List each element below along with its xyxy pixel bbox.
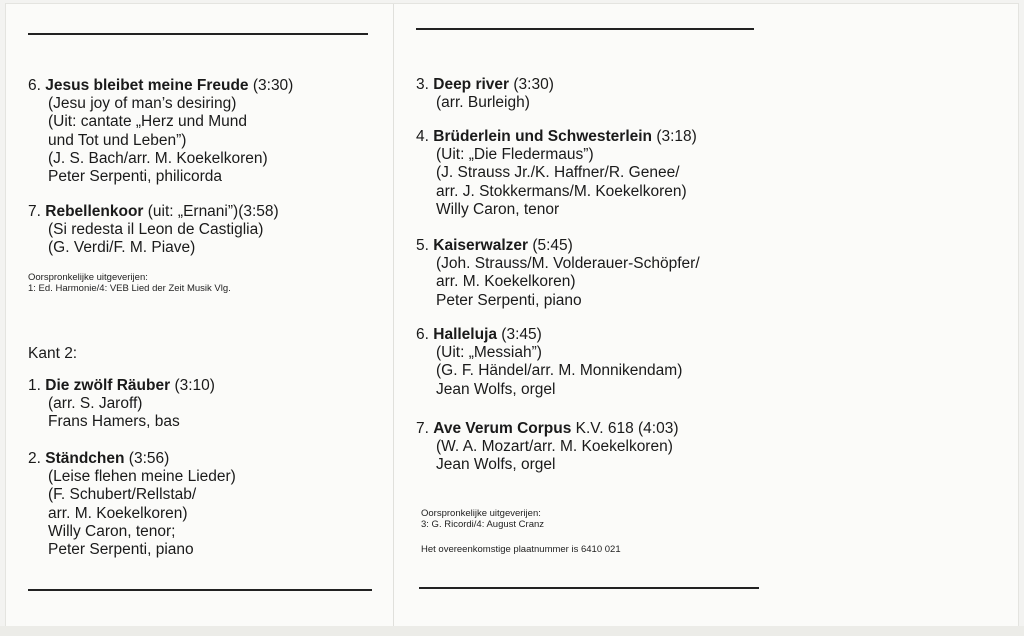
track-number: 7. <box>28 203 41 220</box>
track-title: Ständchen <box>45 450 125 467</box>
track-detail: arr. M. Koekelkoren) <box>436 273 576 291</box>
scan-edge <box>0 626 1024 636</box>
track-title: Die zwölf Räuber <box>45 377 171 394</box>
track-detail: (Si redesta il Leon de Castiglia) <box>48 221 264 239</box>
track-right-6 <box>416 326 682 399</box>
track-number: 2. <box>28 450 41 467</box>
track-detail: (G. F. Händel/arr. M. Monnikendam) <box>436 362 683 380</box>
track-left-7 <box>28 203 279 258</box>
track-number: 3. <box>416 76 429 93</box>
publishers-left: 1: Ed. Harmonie/4: VEB Lied der Zeit Musik Vlg. <box>28 283 231 294</box>
track-detail: (Uit: „Messiah”) <box>436 344 542 362</box>
right-bottom-rule <box>419 587 759 589</box>
track-detail: Jean Wolfs, orgel <box>436 380 556 398</box>
track-time: (3:30) <box>509 76 554 93</box>
track-time: (3:18) <box>652 128 697 145</box>
track-detail: Peter Serpenti, piano <box>436 291 582 309</box>
track-left-6 <box>28 77 293 186</box>
track-detail: (arr. S. Jaroff) <box>48 395 143 413</box>
track-detail: (arr. Burleigh) <box>436 94 530 112</box>
track-time: (3:10) <box>170 377 215 394</box>
track-number: 7. <box>416 420 429 437</box>
track-right-5 <box>416 237 700 310</box>
track-title: Halleluja <box>433 326 497 343</box>
track-detail: (W. A. Mozart/arr. M. Koekelkoren) <box>436 438 673 456</box>
track-detail: arr. M. Koekelkoren) <box>48 504 188 522</box>
track-side2-1 <box>28 377 215 432</box>
left-bottom-rule <box>28 589 372 591</box>
track-detail: (J. Strauss Jr./K. Haffner/R. Genee/ <box>436 164 680 182</box>
track-time: (uit: „Ernani”)(3:58) <box>143 203 279 220</box>
track-title: Rebellenkoor <box>45 203 144 220</box>
publishers-right: 3: G. Ricordi/4: August Cranz <box>421 519 545 530</box>
track-detail: Willy Caron, tenor <box>436 200 560 218</box>
track-number: 5. <box>416 237 429 254</box>
track-detail: (Jesu joy of man’s desiring) <box>48 95 237 113</box>
track-time: (3:56) <box>124 450 170 467</box>
publishers-label-left: Oorspronkelijke uitgeverijen: <box>28 272 148 283</box>
track-title: Brüderlein und Schwesterlein <box>433 128 653 145</box>
right-top-rule <box>416 28 754 30</box>
track-time: (5:45) <box>528 237 573 254</box>
track-detail: (J. S. Bach/arr. M. Koekelkoren) <box>48 149 268 167</box>
track-time: (3:30) <box>248 77 294 94</box>
track-right-7 <box>416 420 679 475</box>
track-title: Jesus bleibet meine Freude <box>45 77 249 94</box>
track-right-4 <box>416 128 697 219</box>
track-detail: und Tot und Leben”) <box>48 131 187 149</box>
catalog-number: Het overeenkomstige plaatnummer is 6410 021 <box>421 544 621 555</box>
track-detail: (F. Schubert/Rellstab/ <box>48 486 197 504</box>
track-time: (3:45) <box>497 326 542 343</box>
track-detail: Jean Wolfs, orgel <box>436 456 556 474</box>
track-detail: (G. Verdi/F. M. Piave) <box>48 239 196 257</box>
track-title: Ave Verum Corpus <box>433 420 572 437</box>
track-detail: Peter Serpenti, philicorda <box>48 168 223 186</box>
track-time: K.V. 618 (4:03) <box>571 420 679 437</box>
track-title: Kaiserwalzer <box>433 237 529 254</box>
publishers-label-right: Oorspronkelijke uitgeverijen: <box>421 508 541 519</box>
track-number: 6. <box>416 326 429 343</box>
track-detail: (Uit: „Die Fledermaus”) <box>436 146 594 164</box>
track-number: 4. <box>416 128 429 145</box>
track-detail: Willy Caron, tenor; <box>48 522 176 540</box>
track-detail: Peter Serpenti, piano <box>48 541 194 559</box>
track-number: 1. <box>28 377 41 394</box>
track-number: 6. <box>28 77 41 94</box>
side-label: Kant 2: <box>28 345 78 362</box>
track-detail: (Leise flehen meine Lieder) <box>48 468 236 486</box>
track-side2-2 <box>28 450 236 559</box>
track-detail: arr. J. Stokkermans/M. Koekelkoren) <box>436 182 687 200</box>
fold-line <box>393 4 394 626</box>
track-detail: Frans Hamers, bas <box>48 413 180 431</box>
track-title: Deep river <box>433 76 510 93</box>
track-detail: (Joh. Strauss/M. Volderauer-Schöpfer/ <box>436 255 700 273</box>
track-detail: (Uit: cantate „Herz und Mund <box>48 113 248 131</box>
track-right-3 <box>416 76 554 112</box>
left-top-rule <box>28 33 368 35</box>
